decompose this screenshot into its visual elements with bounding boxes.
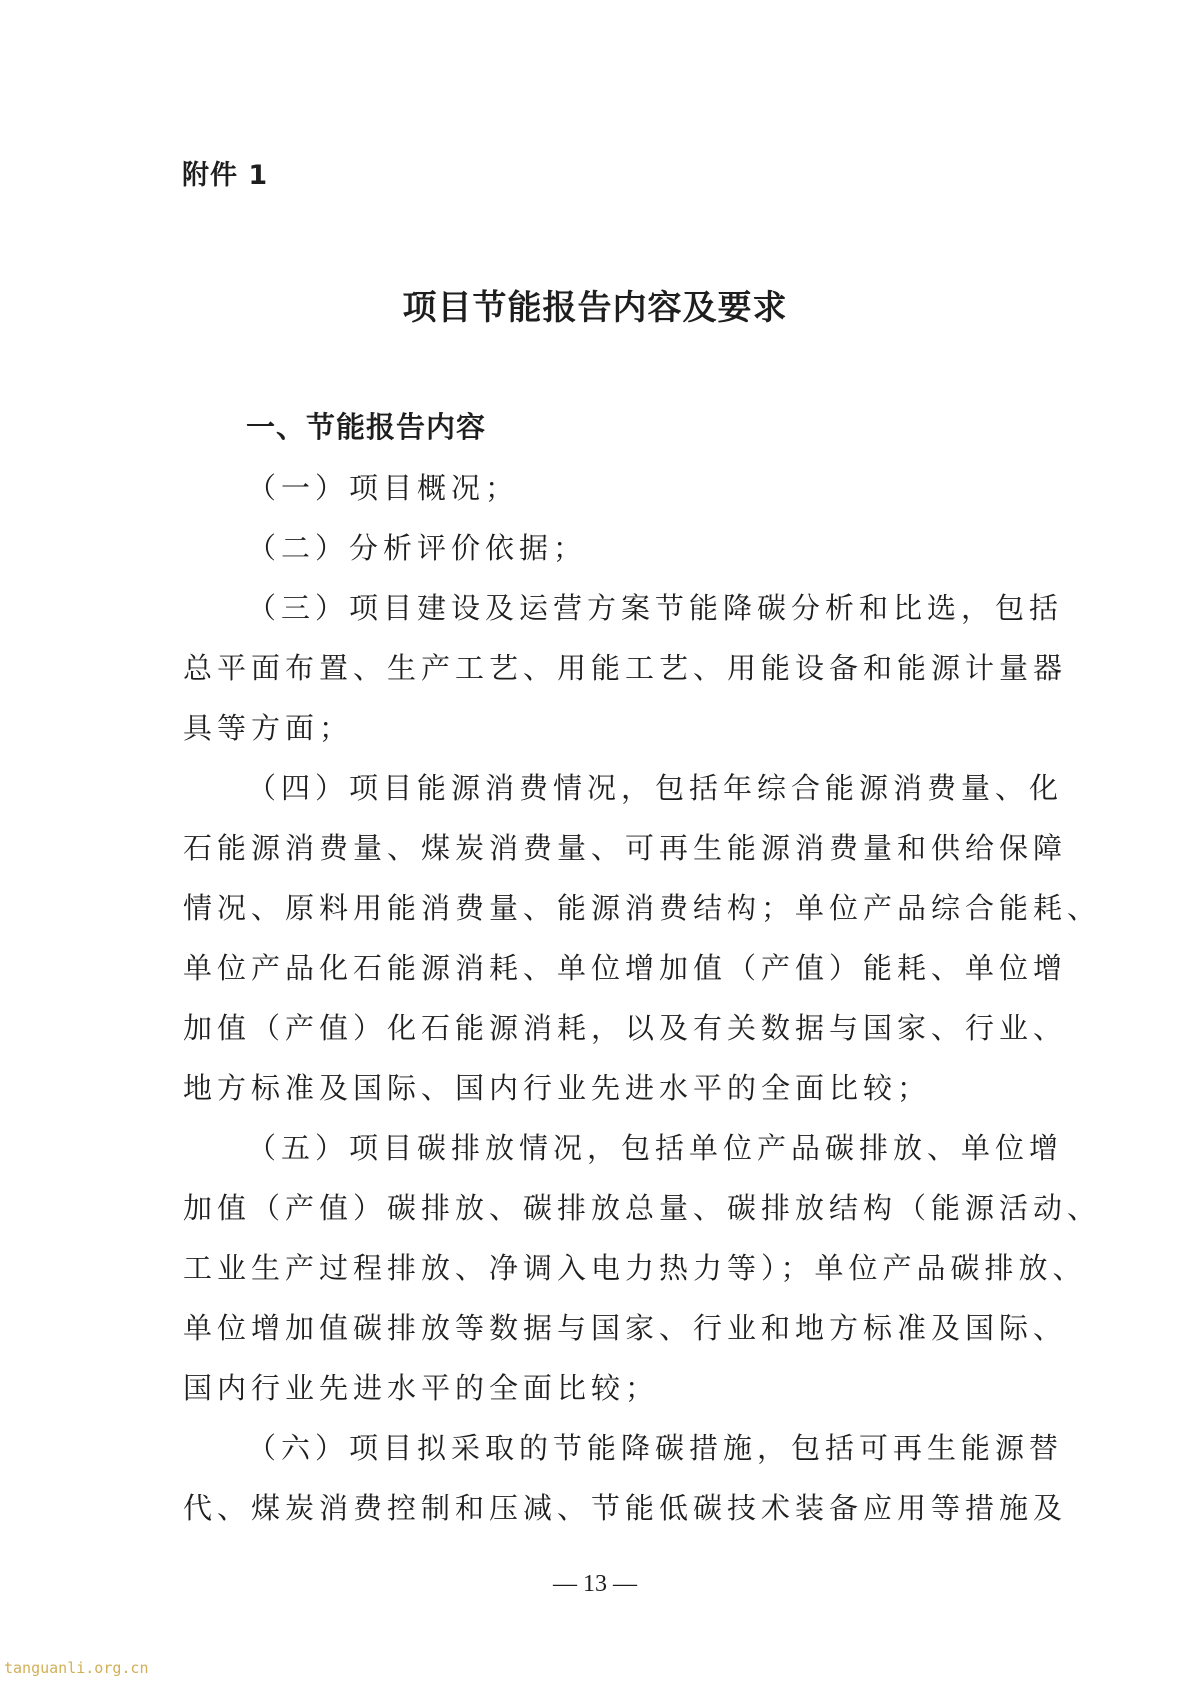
body-line: （四）项目能源消费情况，包括年综合能源消费量、化 — [247, 771, 1064, 805]
body-line: 地方标准及国际、国内行业先进水平的全面比较； — [183, 1071, 932, 1105]
document-title: 项目节能报告内容及要求 — [402, 288, 788, 328]
body-line: 具等方面； — [183, 711, 354, 745]
body-line: 单位增加值碳排放等数据与国家、行业和地方标准及国际、 — [183, 1311, 1068, 1345]
section-heading: 一、节能报告内容 — [246, 410, 487, 444]
body-line: （六）项目拟采取的节能降碳措施，包括可再生能源替 — [247, 1431, 1064, 1465]
body-line: 石能源消费量、煤炭消费量、可再生能源消费量和供给保障 — [183, 831, 1068, 865]
body-line: 单位产品化石能源消耗、单位增加值（产值）能耗、单位增 — [183, 951, 1068, 985]
body-line: 加值（产值）碳排放、碳排放总量、碳排放结构（能源活动、 — [183, 1191, 1102, 1225]
body-line: 情况、原料用能消费量、能源消费结构；单位产品综合能耗、 — [183, 891, 1102, 925]
body-text — [183, 458, 1102, 1538]
body-line: 国内行业先进水平的全面比较； — [183, 1371, 660, 1405]
attachment-label: 附件 1 — [182, 160, 269, 191]
body-line: 加值（产值）化石能源消耗，以及有关数据与国家、行业、 — [183, 1011, 1068, 1045]
page-number: — 13 — — [553, 1571, 637, 1597]
watermark: tanguanli.org.cn — [4, 1659, 149, 1677]
body-line: （三）项目建设及运营方案节能降碳分析和比选，包括 — [247, 591, 1064, 625]
body-line: 代、煤炭消费控制和压减、节能低碳技术装备应用等措施及 — [183, 1491, 1068, 1525]
body-line: （二）分析评价依据； — [247, 531, 588, 565]
body-line: （五）项目碳排放情况，包括单位产品碳排放、单位增 — [247, 1131, 1064, 1165]
body-line: 工业生产过程排放、净调入电力热力等）；单位产品碳排放、 — [183, 1251, 1087, 1285]
body-line: （一）项目概况； — [247, 471, 520, 505]
body-line: 总平面布置、生产工艺、用能工艺、用能设备和能源计量器 — [183, 651, 1068, 685]
